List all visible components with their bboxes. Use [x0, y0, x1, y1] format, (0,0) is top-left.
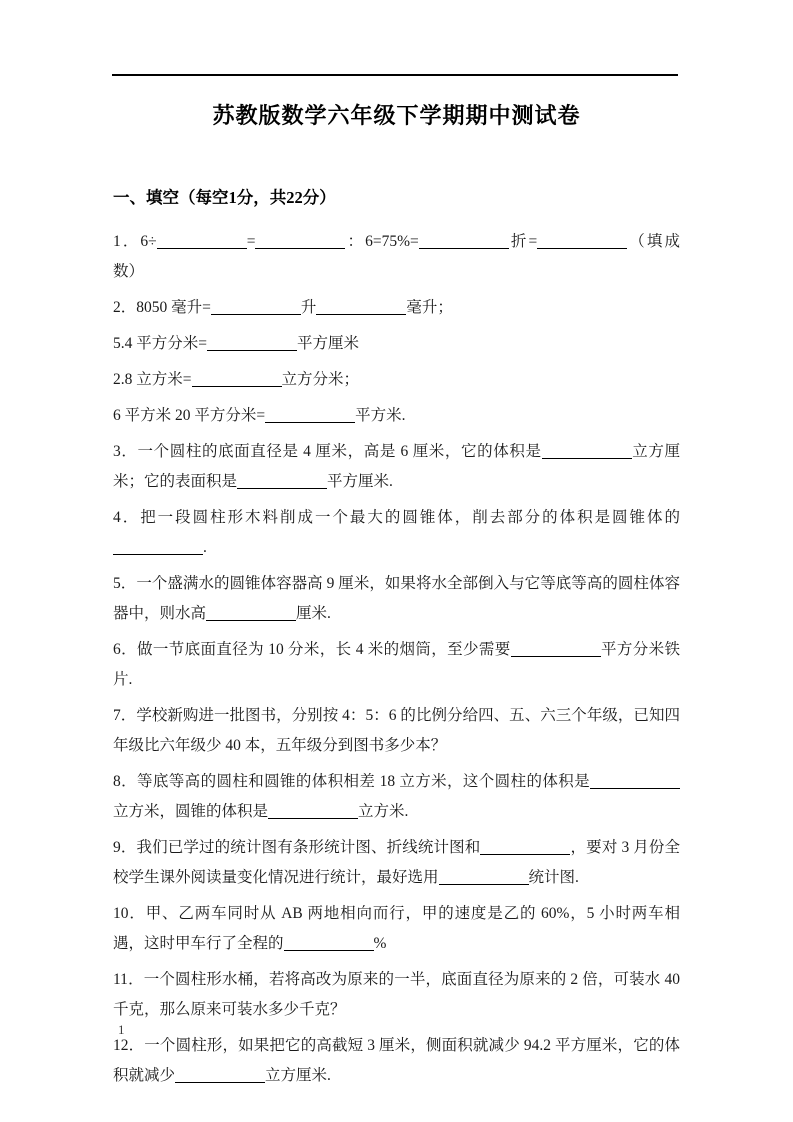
- question-text: 立方米.: [358, 803, 409, 820]
- question-text: 2.8 立方米=: [113, 371, 192, 388]
- question-text: 立方米，圆锥的体积是: [113, 803, 269, 820]
- question-text: ，要对 3 月份全校学生课外阅读量变化情况进行统计，最好选用: [113, 839, 680, 886]
- question-paragraph: [113, 365, 680, 395]
- fill-in-blank: [439, 870, 529, 885]
- page-number: 1: [118, 1022, 125, 1037]
- question-paragraph: [113, 767, 680, 827]
- question-text: （填成数）: [113, 233, 680, 280]
- question-text: 9．我们已学过的统计图有条形统计图、折线统计图和: [113, 839, 481, 856]
- question-list: [113, 227, 680, 1091]
- fill-in-blank: [192, 372, 282, 387]
- fill-in-blank: [211, 300, 301, 315]
- question-text: 4．把一段圆柱形木料削成一个最大的圆锥体，削去部分的体积是圆锥体的: [113, 509, 680, 526]
- question-text: ：6=75%=: [345, 233, 419, 250]
- fill-in-blank: [157, 234, 247, 249]
- question-paragraph: [113, 965, 680, 1025]
- question-text: 3．一个圆柱的底面直径是 4 厘米，高是 6 厘米，它的体积是: [113, 443, 542, 460]
- fill-in-blank: [511, 642, 601, 657]
- question-text: 平方米.: [355, 407, 406, 424]
- question-paragraph: [113, 401, 680, 431]
- header-rule: [112, 74, 678, 76]
- section-heading: 一、填空（每空1分，共22分）: [113, 188, 336, 207]
- question-paragraph: [113, 329, 680, 359]
- question-text: 平方分米铁片.: [113, 641, 680, 688]
- question-text: 10．甲、乙两车同时从 AB 两地相向而行，甲的速度是乙的 60%，5 小时两车相遇，这时甲车行了全程的: [113, 905, 680, 952]
- fill-in-blank: [542, 444, 632, 459]
- fill-in-blank: [113, 540, 203, 555]
- fill-in-blank: [175, 1068, 265, 1083]
- fill-in-blank: [419, 234, 509, 249]
- question-text: 8．等底等高的圆柱和圆锥的体积相差 18 立方米，这个圆柱的体积是: [113, 773, 590, 790]
- document-title: 苏教版数学六年级下学期期中测试卷: [212, 103, 581, 128]
- fill-in-blank: [207, 336, 297, 351]
- question-text: 5．一个盛满水的圆锥体容器高 9 厘米，如果将水全部倒入与它等底等高的圆柱体容器中，则水高: [113, 575, 680, 622]
- fill-in-blank: [590, 774, 680, 789]
- question-text: 5.4 平方分米=: [113, 335, 207, 352]
- question-text: 立方分米；: [281, 371, 360, 388]
- question-text: 厘米.: [296, 605, 331, 622]
- question-paragraph: [113, 833, 680, 893]
- question-paragraph: [113, 1031, 680, 1091]
- question-text: 平方厘米.: [327, 473, 393, 490]
- question-paragraph: [113, 227, 680, 287]
- fill-in-blank: [237, 474, 327, 489]
- question-text: 6 平方米 20 平方分米=: [113, 407, 266, 424]
- question-text: 升: [300, 299, 317, 316]
- fill-in-blank: [480, 840, 570, 855]
- question-paragraph: [113, 899, 680, 959]
- fill-in-blank: [284, 936, 374, 951]
- question-text: %: [373, 935, 387, 952]
- fill-in-blank: [316, 300, 406, 315]
- question-text: 折=: [508, 233, 538, 250]
- question-paragraph: [113, 701, 680, 761]
- question-text: .: [203, 539, 207, 556]
- document-content: [113, 103, 680, 1097]
- fill-in-blank: [265, 408, 355, 423]
- question-text: 毫升；: [406, 299, 453, 316]
- fill-in-blank: [255, 234, 345, 249]
- question-paragraph: [113, 503, 680, 563]
- question-text: 立方厘米.: [265, 1067, 331, 1084]
- fill-in-blank: [537, 234, 627, 249]
- question-text: 6．做一节底面直径为 10 分米，长 4 米的烟筒，至少需要: [113, 641, 511, 658]
- question-text: 7．学校新购进一批图书，分别按 4：5：6 的比例分给四、五、六三个年级，已知四年级比六年级少 40 本，五年级分到图书多少本？: [113, 707, 680, 754]
- question-text: =: [246, 233, 256, 250]
- question-text: 平方厘米: [297, 335, 360, 352]
- question-paragraph: [113, 437, 680, 497]
- question-text: 2．8050 毫升=: [113, 299, 211, 316]
- question-text: 1．6÷: [113, 233, 157, 250]
- question-text: 11．一个圆柱形水桶，若将高改为原来的一半，底面直径为原来的 2 倍，可装水 40 千克，那么原来可装水多少千克？: [113, 971, 680, 1018]
- question-paragraph: [113, 569, 680, 629]
- fill-in-blank: [268, 804, 358, 819]
- question-paragraph: [113, 293, 680, 323]
- question-text: 12．一个圆柱形，如果把它的高截短 3 厘米，侧面积就减少 94.2 平方厘米，它的体积就减少: [113, 1037, 680, 1084]
- fill-in-blank: [206, 606, 296, 621]
- question-text: 立方厘米；它的表面积是: [113, 443, 680, 490]
- question-paragraph: [113, 635, 680, 695]
- question-text: 统计图.: [528, 869, 579, 886]
